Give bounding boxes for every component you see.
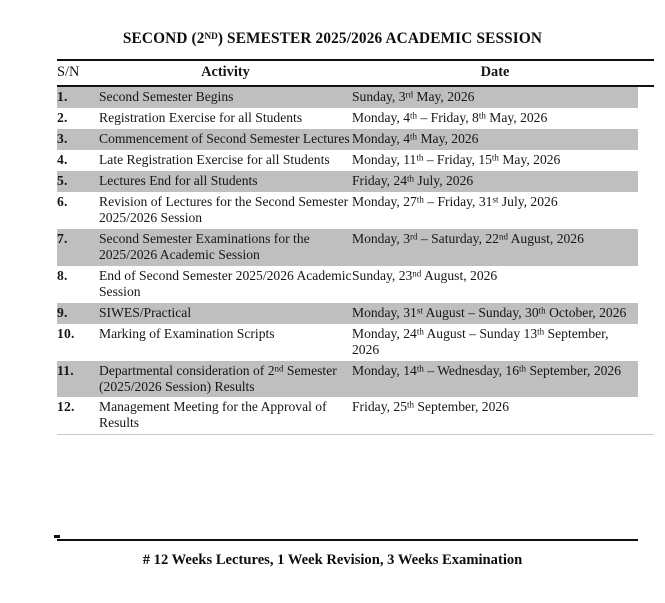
row-activity: Departmental consideration of 2nd Semester (2025/2026 Session) Results [99,361,352,398]
page-title-suffix: ) SEMESTER 2025/2026 ACADEMIC SESSION [217,30,543,47]
row-spacer [638,86,654,108]
table-header-row [57,60,654,86]
row-spacer [638,324,654,361]
row-activity: Revision of Lectures for the Second Semester 2025/2026 Session [99,192,352,229]
row-serial-number: 7. [57,229,99,266]
table-row [57,86,654,108]
row-spacer [638,361,654,398]
row-date: Monday, 4th May, 2026 [352,129,638,150]
row-date: Monday, 27th – Friday, 31st July, 2026 [352,192,638,229]
row-spacer [638,192,654,229]
table-bottom-rule [57,539,638,541]
footer-note: # 12 Weeks Lectures, 1 Week Revision, 3 Weeks Examination [142,552,523,568]
row-serial-number: 6. [57,192,99,229]
row-serial-number: 1. [57,86,99,108]
row-date: Monday, 14th – Wednesday, 16th September, 2026 [352,361,638,398]
row-activity: Registration Exercise for all Students [99,108,352,129]
column-header-activity: Activity [99,60,352,86]
table-row [57,108,654,129]
row-serial-number: 3. [57,129,99,150]
row-serial-number: 5. [57,171,99,192]
row-serial-number: 2. [57,108,99,129]
academic-calendar-table [57,59,654,435]
row-activity: Marking of Examination Scripts [99,324,352,361]
row-date: Friday, 25th September, 2026 [352,397,638,434]
row-spacer [638,171,654,192]
table-row [57,150,654,171]
row-activity: Management Meeting for the Approval of Results [99,397,352,434]
row-date: Friday, 24th July, 2026 [352,171,638,192]
row-serial-number: 4. [57,150,99,171]
row-serial-number: 9. [57,303,99,324]
row-spacer [638,108,654,129]
row-activity: Late Registration Exercise for all Students [99,150,352,171]
table-row [57,397,654,434]
row-activity: Second Semester Begins [99,86,352,108]
table-row [57,129,654,150]
page-title-prefix: SECOND (2 [122,30,205,47]
row-date: Monday, 11th – Friday, 15th May, 2026 [352,150,638,171]
row-serial-number: 12. [57,397,99,434]
table-header [57,60,654,86]
table-row [57,361,654,398]
column-header-spacer [638,60,654,86]
row-spacer [638,266,654,303]
page-title-ordinal: ND [204,31,218,41]
row-date: Monday, 31st August – Sunday, 30th October, 2026 [352,303,638,324]
table-body [57,86,654,435]
row-activity: Lectures End for all Students [99,171,352,192]
row-serial-number: 8. [57,266,99,303]
row-activity: Second Semester Examinations for the 2025/2026 Academic Session [99,229,352,266]
row-date: Sunday, 23nd August, 2026 [352,266,638,303]
column-header-sn: S/N [57,60,99,86]
row-date: Monday, 24th August – Sunday 13th September, 2026 [352,324,638,361]
table-row [57,324,654,361]
row-spacer [638,150,654,171]
table-row [57,303,654,324]
row-serial-number: 11. [57,361,99,398]
row-activity: Commencement of Second Semester Lectures [99,129,352,150]
table-row [57,171,654,192]
row-date: Sunday, 3rd May, 2026 [352,86,638,108]
row-spacer [638,129,654,150]
table-row [57,229,654,266]
row-spacer [638,229,654,266]
row-spacer [638,303,654,324]
row-date: Monday, 4th – Friday, 8th May, 2026 [352,108,638,129]
row-serial-number: 10. [57,324,99,361]
row-date: Monday, 3rd – Saturday, 22nd August, 2026 [352,229,638,266]
page-title [0,30,665,48]
row-spacer [638,397,654,434]
table-row [57,266,654,303]
row-activity: End of Second Semester 2025/2026 Academic Session [99,266,352,303]
bottom-rule-tick [54,535,60,538]
table-row [57,192,654,229]
column-header-date: Date [352,60,638,86]
row-activity: SIWES/Practical [99,303,352,324]
